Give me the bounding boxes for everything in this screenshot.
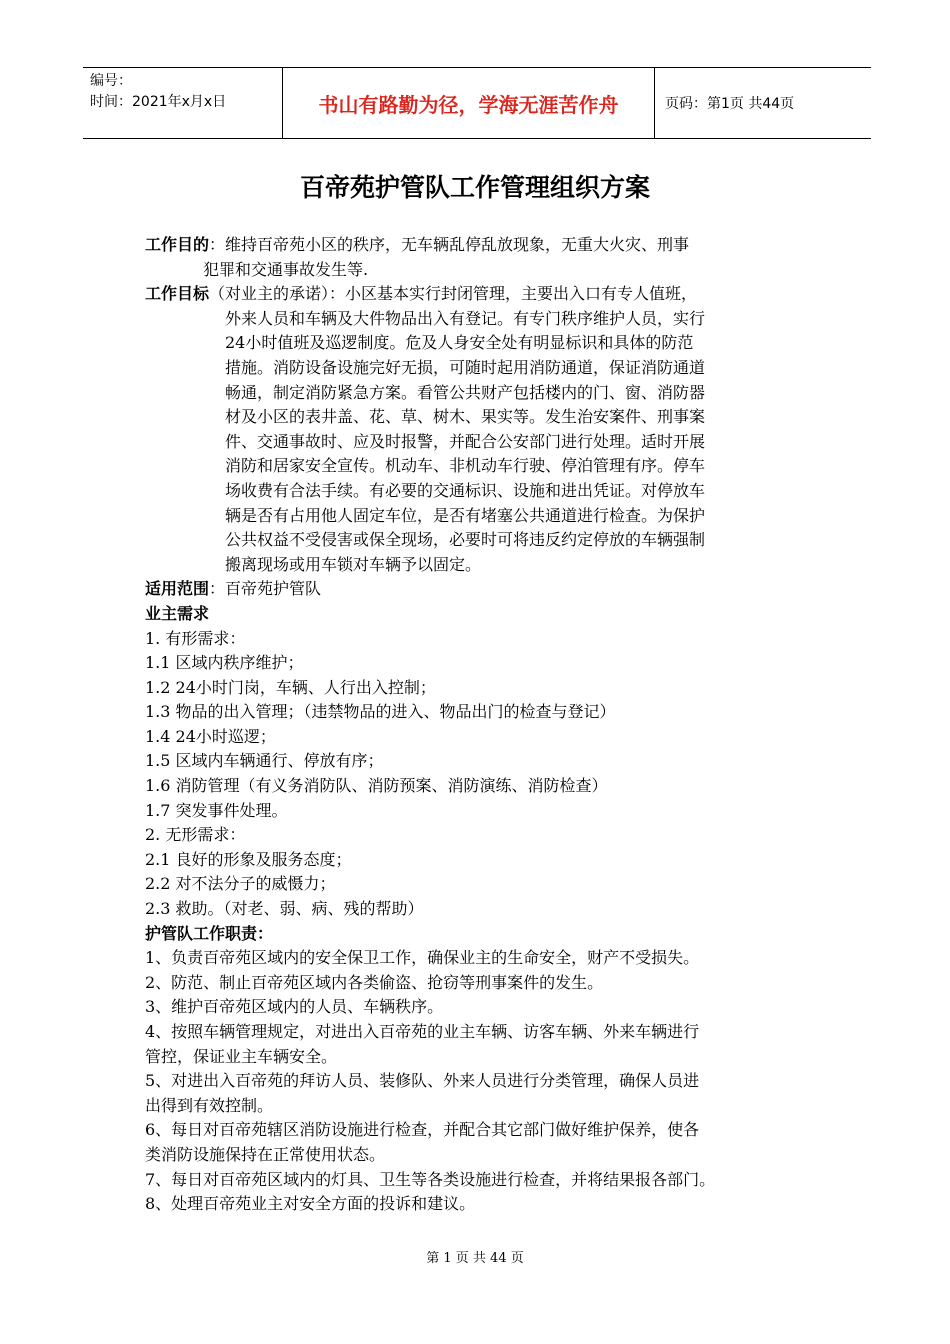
purpose-line-2: 犯罪和交通事故发生等. [203,259,369,279]
needs-heading: 业主需求 [145,603,210,623]
purpose-label: 工作目的 [145,235,210,254]
goal-text: （对业主的承诺）：小区基本实行封闭管理，主要出入口有专人值班， [209,284,698,304]
duties-line: 8、处理百帝苑业主对安全方面的投诉和建议。 [145,1194,476,1214]
goal-line-1 [145,282,815,307]
scope-line [145,577,815,602]
goal-line: 搬离现场或用车锁对车辆予以固定。 [225,554,482,574]
purpose-line-1 [145,233,815,258]
duties-line: 4、按照车辆管理规定，对进出入百帝苑的业主车辆、访客车辆、外来车辆进行 [145,1022,700,1041]
needs-item: 2.2 对不法分子的威慑力； [145,874,336,894]
needs-item: 2.1 良好的形象及服务态度； [145,849,352,869]
goal-line: 措施。消防设备设施完好无损，可随时起用消防通道，保证消防通道 [225,357,706,377]
duties-line: 类消防设施保持在正常使用状态。 [145,1144,386,1164]
needs-item: 1.5 区域内车辆通行、停放有序； [145,751,384,771]
needs-item: 1.7 突发事件处理。 [145,800,288,820]
document-body [145,233,815,1217]
scope-text: ：百帝苑护管队 [209,579,322,599]
duties-line: 2、防范、制止百帝苑区域内各类偷盗、抢窃等刑事案件的发生。 [145,972,604,992]
needs-item: 2. 无形需求： [145,825,246,845]
duties-line: 6、每日对百帝苑辖区消防设施进行检查，并配合其它部门做好维护保养，使各 [145,1120,700,1140]
page-footer: 第 1 页 共 44 页 [426,1251,524,1266]
needs-item: 1. 有形需求： [145,628,246,648]
goal-line: 外来人员和车辆及大件物品出入有登记。有专门秩序维护人员，实行 [225,308,706,328]
duties-line: 出得到有效控制。 [145,1095,274,1115]
needs-item: 2.3 救助。（对老、弱、病、残的帮助） [145,899,424,919]
scope-label: 适用范围 [145,579,210,599]
needs-item: 1.4 24小时巡逻； [145,726,276,746]
duties-line: 5、对进出入百帝苑的拜访人员、装修队、外来人员进行分类管理，确保人员进 [145,1071,700,1091]
header-page-label: 页码：第1页 共44页 [665,96,795,112]
needs-item: 1.2 24小时门岗，车辆、人行出入控制； [145,677,436,697]
goal-line: 24小时值班及巡逻制度。危及人身安全处有明显标识和具体的防范 [225,333,694,353]
duties-heading: 护管队工作职责： [145,923,274,943]
page-header [83,67,871,139]
goal-line: 辆是否有占用他人固定车位，是否有堵塞公共通道进行检查。为保护 [225,505,706,525]
duties-line: 1、负责百帝苑区域内的安全保卫工作，确保业主的生命安全，财产不受损失。 [145,948,700,968]
number-label: 编号： [90,73,132,89]
goal-line: 件、交通事故时、应及时报警，并配合公安部门进行处理。适时开展 [225,431,706,451]
duties-line: 3、维护百帝苑区域内的人员、车辆秩序。 [145,997,444,1017]
header-meta [83,68,282,138]
goal-line: 公共权益不受侵害或保全现场，必要时可将违反约定停放的车辆强制 [225,530,706,550]
date-label: 时间：2021年x月x日 [90,94,227,110]
purpose-text: ：维持百帝苑小区的秩序，无车辆乱停乱放现象，无重大火灾、刑事 [209,235,690,254]
goal-line: 场收费有合法手续。有必要的交通标识、设施和进出凭证。对停放车 [225,480,706,500]
duties-line: 管控，保证业主车辆安全。 [145,1046,338,1066]
goal-line: 材及小区的表井盖、花、草、树木、果实等。发生治安案件、刑事案 [225,407,706,427]
duties-line: 7、每日对百帝苑区域内的灯具、卫生等各类设施进行检查，并将结果报各部门。 [145,1169,716,1189]
goal-line: 消防和居家安全宣传。机动车、非机动车行驶、停泊管理有序。停车 [225,456,706,476]
goal-label: 工作目标 [145,284,210,304]
document-title: 百帝苑护管队工作管理组织方案 [299,173,650,202]
needs-item: 1.6 消防管理（有义务消防队、消防预案、消防演练、消防检查） [145,776,608,796]
goal-line: 畅通，制定消防紧急方案。看管公共财产包括楼内的门、窗、消防器 [225,382,706,402]
needs-item: 1.3 物品的出入管理；（违禁物品的进入、物品出门的检查与登记） [145,702,616,722]
header-motto: 书山有路勤为径，学海无涯苦作舟 [282,68,655,138]
needs-item: 1.1 区域内秩序维护； [145,653,304,673]
